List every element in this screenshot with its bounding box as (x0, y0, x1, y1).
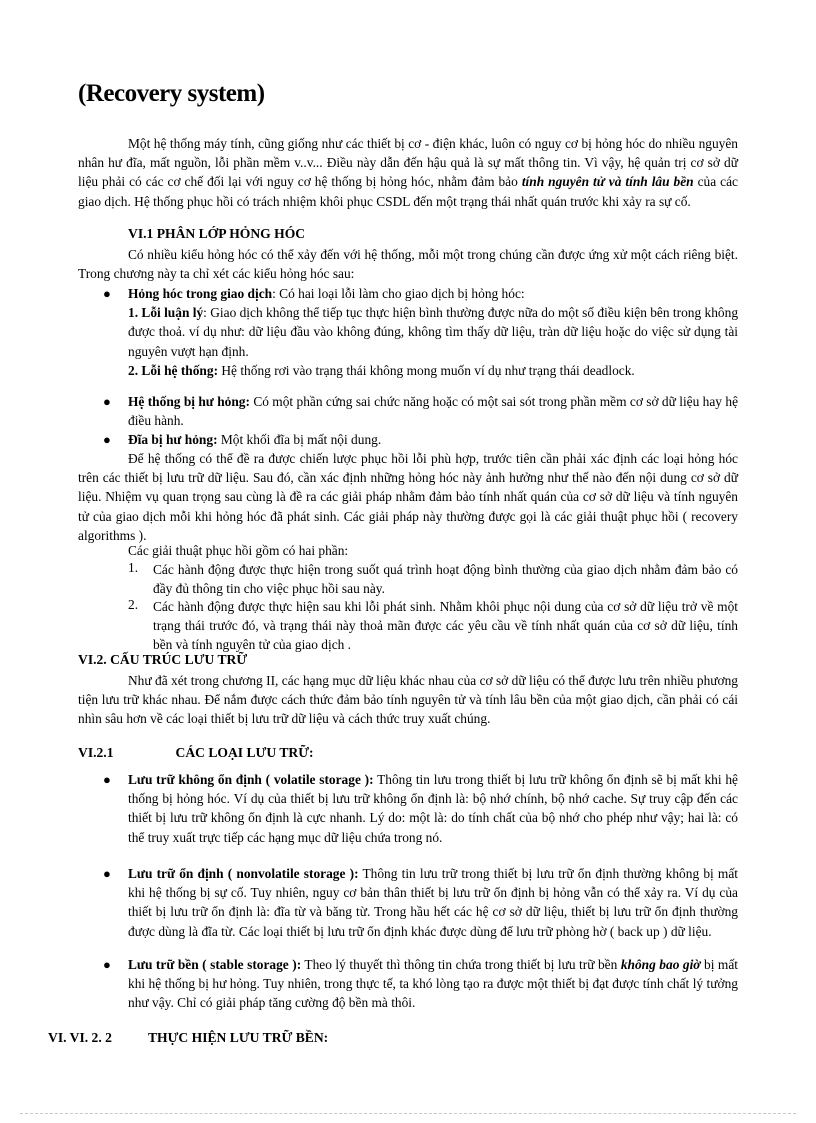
bullet-icon: ● (103, 394, 111, 409)
emphasis-text: tính nguyên tử và tính lâu bền (521, 174, 694, 190)
list-item: ● Lưu trữ bền ( stable storage ): Theo lý thuyết thì thông tin chứa trong thiết bị lưu trữ bền không bao giờ bị mất khi hệ thống bị hư hỏng. Tuy nhiên, trong thực tế, ta khó lòng tạo ra được một thiết bị đạt được tính chất lý tưởng như vậy. Chỉ có giải pháp tăng cường độ bền mà thôi. (103, 957, 738, 1011)
bullet-icon: ● (103, 286, 111, 301)
storage-structure-paragraph: Như đã xét trong chương II, các hạng mục dữ liệu khác nhau của cơ sở dữ liệu có thể được lưu trên nhiều phương tiện lưu trữ khác nhau. Để nắm được cách thức đảm bảo tính nguyên tử và tính lâu bền của một giao dịch, cần phải có cái nhìn sâu hơn về các loại thiết bị lưu trữ dữ liệu và cách thức truy xuất chúng. (78, 673, 738, 727)
list-item: Các hành động được thực hiện sau khi lỗi phát sinh. Nhằm khôi phục nội dung của cơ sở dữ liệu trở về một trạng thái trước đó, và trạng thái này thoả mãn được các yêu cầu về tính nhất quán của cơ sở dữ liệu, tính bền và tính nguyên tử của giao dịch . (153, 599, 738, 653)
intro-paragraph: Một hệ thống máy tính, cũng giống như các thiết bị cơ - điện khác, luôn có nguy cơ bị hỏng hóc do nhiều nguyên nhân hư đĩa, mất nguồn, lỗi phần mềm v..v... Điều này dẫn đến hậu quả là sự mất thông tin. Vì vậy, hệ quản trị cơ sở dữ liệu phải có các cơ chế đối lại với nguy cơ hệ thống bị hỏng hóc, nhằm đảm bảo tính nguyên tử và tính lâu bền của các giao dịch. Hệ thống phục hồi có trách nhiệm khôi phục CSDL đến một trạng thái nhất quán trước khi xảy ra sự cố. (78, 136, 738, 209)
failure-intro-paragraph: Có nhiều kiểu hỏng hóc có thể xảy đến với hệ thống, mỗi một trong chúng cần được ứng xử một cách riêng biệt. Trong chương này ta chỉ xét các kiểu hỏng hóc sau: (78, 247, 738, 282)
bullet-icon: ● (103, 866, 111, 881)
bullet-icon: ● (103, 957, 111, 972)
page-title: (Recovery system) (78, 80, 265, 107)
subsection-heading-storage-types: VI.2.1 CÁC LOẠI LƯU TRỮ: (78, 745, 314, 760)
list-item: ● Đĩa bị hư hỏng: Một khối đĩa bị mất nội dung. (128, 430, 738, 449)
list-item: ● Lưu trữ ổn định ( nonvolatile storage ): Thông tin lưu trữ trong thiết bị lưu trữ ổn định thường không bị mất khi hệ thống bị sự cố. Tuy nhiên, nguy cơ bản thân thiết bị lưu trữ ổn định bị hỏng vẫn có thể xảy ra. Ví dụ của thiết bị lưu trữ ổn định là: đĩa từ và băng từ. Trong hầu hết các hệ cơ sở dữ liệu, thiết bị lưu trữ ổn định thường được dùng là đĩa từ. Các loại thiết bị lưu trữ ổn định khác được dùng để lưu trữ phòng hờ ( back up ) dữ liệu. (103, 866, 738, 939)
emphasis-text: không bao giờ (620, 957, 701, 972)
list-item: ● Hệ thống bị hư hỏng: Có một phần cứng sai chức năng hoặc có một sai sót trong phần mềm cơ sở dữ liệu hay hệ điều hành. (103, 394, 739, 429)
section-heading-storage-structure: VI.2. CẤU TRÚC LƯU TRỮ (78, 652, 248, 667)
list-number: 1. (128, 560, 139, 575)
page-footer-divider (20, 1113, 796, 1114)
algorithm-parts-intro: Các giải thuật phục hồi gồm có hai phần: (128, 543, 349, 558)
section-heading-failure-classes: VI.1 PHÂN LỚP HỎNG HÓC (128, 226, 306, 241)
bullet-icon: ● (103, 432, 111, 447)
list-item: ● Hỏng hóc trong giao dịch: Có hai loại lỗi làm cho giao dịch bị hỏng hóc: 1. Lỗi luận lý: Giao dịch không thể tiếp tục thực hiện bình thường được nữa do một số điều kiện bên trong không được thoả. ví dụ như: dữ liệu đầu vào không đúng, không tìm thấy dữ liệu, tràn dữ liệu hoặc do việc sử dụng tài nguyên vượt hạn định. 2. Lỗi hệ thống: Hệ thống rơi vào trạng thái không mong muốn ví dụ như trạng thái deadlock. (103, 286, 739, 378)
subsection-heading-stable-storage: VI. VI. 2. 2 THỰC HIỆN LƯU TRỮ BỀN: (48, 1030, 329, 1045)
list-item: Các hành động được thực hiện trong suốt quá trình hoạt động bình thường của giao dịch nhằm đảm bảo có đầy đủ thông tin cho việc phục hồi sau này. (153, 562, 738, 597)
bullet-icon: ● (103, 772, 111, 787)
recovery-strategy-paragraph: Để hệ thống có thể đề ra được chiến lược phục hồi lỗi phù hợp, trước tiên cần phải xác định các loại hỏng hóc trên các thiết bị lưu trữ dữ liệu. Sau đó, cần xác định những hỏng hóc này ảnh hưởng như thế nào đến nội dung cơ sở dữ liệu. Nhiệm vụ quan trọng sau cùng là đề ra các giải pháp nhằm đảm bảo tính nhất quán của cơ sở dữ liệu và tính nguyên tử của giao dịch mỗi khi hỏng hóc đã phát sinh. Các giải pháp này thường được gọi là các giải thuật phục hồi ( recovery algorithms ). (78, 451, 738, 543)
list-number: 2. (128, 597, 139, 612)
list-item: ● Lưu trữ không ổn định ( volatile storage ): Thông tin lưu trong thiết bị lưu trữ không ổn định sẽ bị mất khi hệ thống bị hỏng hóc. Ví dụ của thiết bị lưu trữ không ổn định là: bộ nhớ chính, bộ nhớ cache. Sự truy cập đến các thiết bị lưu trữ không ổn định là cực nhanh. Lý do: một là: do tính chất của bộ nhớ cho phép như vậy; hai là: có thể truy xuất trực tiếp các hạng mục dữ liệu chứa trong nó. (103, 772, 738, 845)
